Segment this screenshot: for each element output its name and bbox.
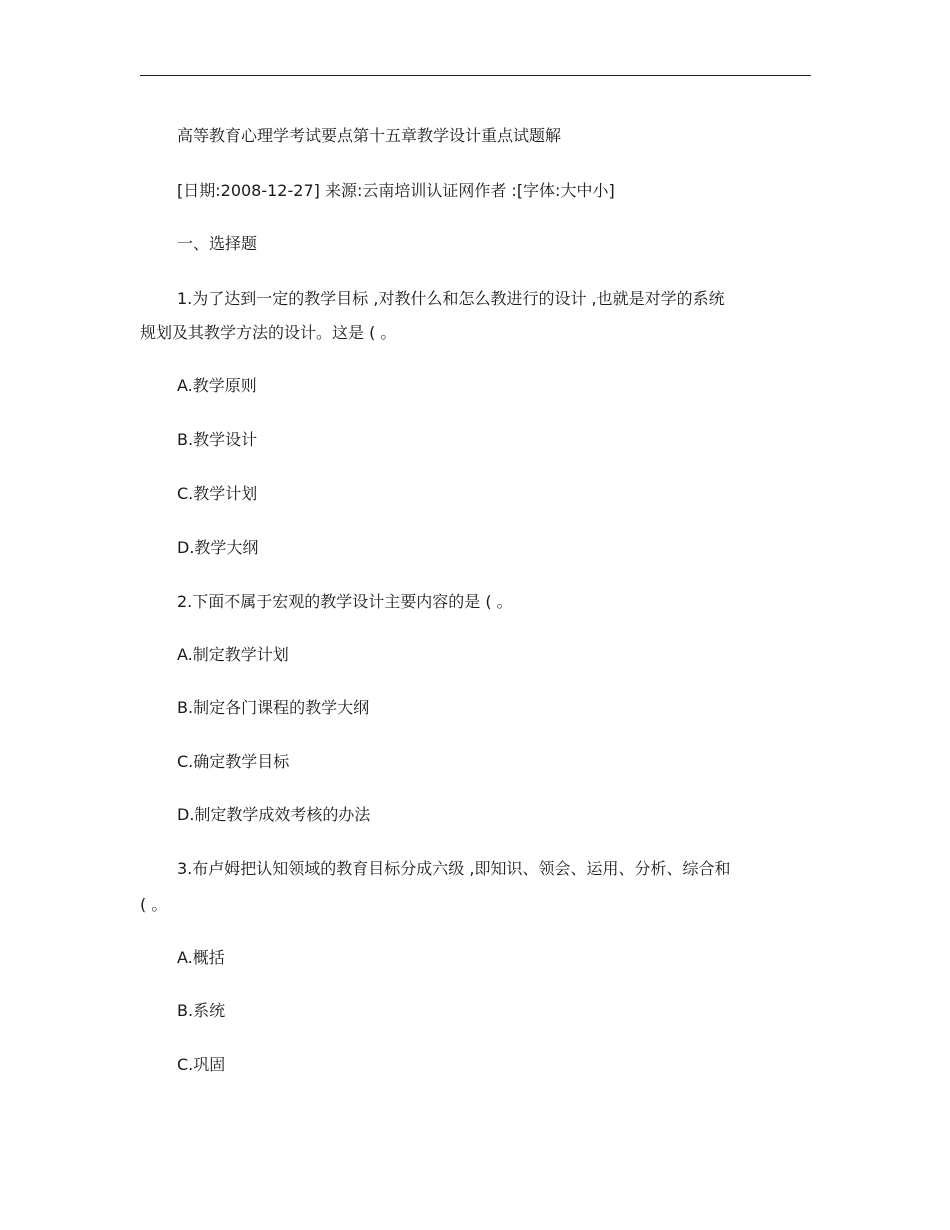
question-1-stem-continued: 规划及其教学方法的设计。这是 ( 。: [140, 323, 397, 342]
document-title: 高等教育心理学考试要点第十五章教学设计重点试题解: [177, 126, 562, 145]
question-1-option-c: C.教学计划: [177, 484, 258, 503]
header-rule: [140, 75, 811, 76]
question-1-option-d: D.教学大纲: [177, 538, 259, 557]
question-2-option-c: C.确定教学目标: [177, 752, 290, 771]
question-2-option-b: B.制定各门课程的教学大纲: [177, 698, 370, 717]
question-2-option-a: A.制定教学计划: [177, 645, 289, 664]
question-3-stem: 3.布卢姆把认知领域的教育目标分成六级 ,即知识、领会、运用、分析、综合和: [177, 859, 731, 878]
question-2-option-d: D.制定教学成效考核的办法: [177, 805, 371, 824]
question-1-stem: 1.为了达到一定的教学目标 ,对教什么和怎么教进行的设计 ,也就是对学的系统: [177, 289, 725, 308]
question-2-stem: 2.下面不属于宏观的教学设计主要内容的是 ( 。: [177, 592, 513, 611]
question-3-option-b: B.系统: [177, 1001, 226, 1020]
question-3-option-c: C.巩固: [177, 1055, 226, 1074]
document-meta: [日期:2008-12-27] 来源:云南培训认证网作者 :[字体:大中小]: [177, 181, 615, 200]
question-3-option-a: A.概括: [177, 948, 225, 967]
question-3-stem-continued: ( 。: [140, 895, 168, 914]
question-1-option-b: B.教学设计: [177, 430, 258, 449]
question-1-option-a: A.教学原则: [177, 376, 257, 395]
section-heading: 一、选择题: [177, 234, 258, 253]
